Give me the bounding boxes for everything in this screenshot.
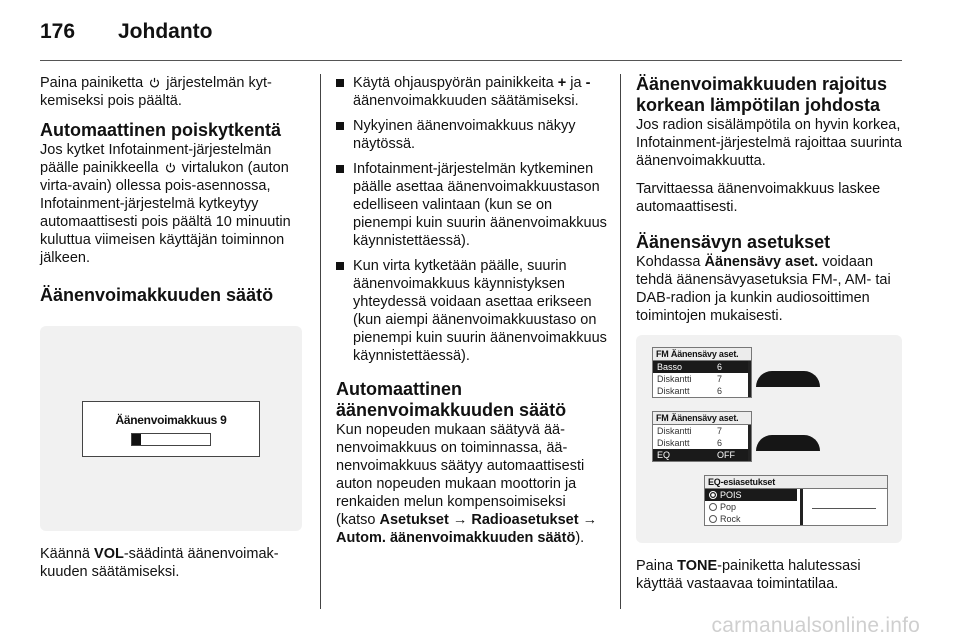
panel-title: FM Äänensävy aset. (653, 348, 751, 361)
page-number: 176 (40, 20, 76, 43)
intro-paragraph: Paina painiketta järjestelmän kytkemiseksi pois päältä. (40, 75, 272, 109)
heading-tone: Äänensävyn asetukset (636, 232, 831, 252)
column-middle (336, 74, 608, 557)
volume-bar-fill (132, 434, 141, 445)
list-item: Diskantti 7 (657, 426, 723, 436)
page-title: Johdanto (118, 20, 213, 43)
radio-selected-icon (709, 491, 717, 499)
scrollbar (800, 489, 803, 525)
panel-title: FM Äänensävy aset. (653, 412, 751, 425)
turn-vol-paragraph: Käännä VOL-säädintä äänenvoimakkuuden säätämiseksi. (40, 546, 279, 580)
press-tone-paragraph: Paina TONE-painiketta halutessasi käyttää vastaavaa toimintatilaa. (636, 558, 861, 592)
eq-presets-panel (704, 475, 888, 526)
panel-title: EQ-esiasetukset (705, 476, 887, 489)
list-item: Pop (705, 501, 887, 513)
column-right (636, 74, 908, 603)
auto-volume-paragraph: Kun nopeuden mukaan säätyvä äänenvoimakkuus on toiminnassa, äänenvoimakkuus säätyy automaattisesti auton nopeuden mukaan moottorin ja renkaiden melun kompensoimiseksi (katso Asetukset → Radioasetukset → Autom. äänenvoimakkuuden säätö). (336, 422, 598, 546)
power-icon (165, 162, 176, 173)
limit-paragraph-1: Jos radion sisälämpötila on hyvin korkea, Infotainment-järjestelmä rajoittaa suurinta äänenvoimakkuutta. (636, 117, 902, 169)
list-item: Rock (705, 513, 887, 525)
list-item: Infotainment-järjestelmän kytkeminen päälle asettaa äänenvoimakkuustason edelliseen valintaan (kun se on pienempi kuin suurin äänenvoimakkuus käynnistettäessä). (336, 160, 608, 250)
list-item: Nykyinen äänenvoimakkuus näkyy näytössä. (336, 117, 608, 153)
radio-icon (709, 503, 717, 511)
auto-off-paragraph: Jos kytket Infotainment-järjestelmän päälle painikkeella virtalukon (auton virta-avain) ollessa pois-asennossa, Infotainment-järjestelmä kytkeytyy automaattisesti pois päältä 10 minuutin kuluttua viimeisen käyttäjän toiminnon jälkeen. (40, 142, 291, 266)
tone-settings-panel (652, 347, 752, 398)
bullet-icon (336, 262, 344, 270)
list-item: Diskantt 6 (657, 386, 723, 396)
watermark: carmanualsonline.info (711, 614, 920, 637)
bullet-icon (336, 122, 344, 130)
limit-paragraph-2: Tarvittaessa äänenvoimakkuus laskee automaattisesti. (636, 181, 881, 215)
list-item: Käytä ohjauspyörän painikkeita + ja - äänenvoimakkuuden säätämiseksi. (336, 74, 608, 110)
column-divider (320, 74, 321, 609)
radio-icon (709, 515, 717, 523)
list-item: Diskantt 6 (657, 438, 723, 448)
volume-display (82, 401, 260, 457)
list-item: EQ OFF (653, 449, 751, 461)
heading-volume: Äänenvoimakkuuden säätö (40, 285, 274, 305)
eq-preset-line (812, 508, 876, 509)
bullet-icon (336, 165, 344, 173)
page-header (40, 20, 213, 50)
power-icon (149, 77, 160, 88)
bullet-icon (336, 79, 344, 87)
list-item: Basso 6 (653, 361, 751, 373)
tone-paragraph: Kohdassa Äänensävy aset. voidaan tehdä äänensävyasetuksia FM-, AM- tai DAB-radion ja kunkin audiosoittimen toimintojen mukaisesti. (636, 254, 891, 324)
bullet-list (336, 74, 608, 365)
tone-curve (756, 371, 820, 387)
list-item: POIS (705, 489, 797, 501)
list-item: Kun virta kytketään päälle, suurin äänenvoimakkuus käynnistyksen yhteydessä voidaan asettaa erikseen (kun aiempi äänenvoimakkuustaso on pienempi kuin suurin äänenvoimakkuus käynnistettäessä). (336, 257, 608, 365)
scrollbar (748, 361, 751, 397)
tone-settings-panel (652, 411, 752, 462)
column-left (40, 74, 304, 591)
heading-volume-limit: Äänenvoimakkuuden rajoitus korkean lämpötilan johdosta (636, 74, 888, 115)
tone-figure (636, 335, 902, 543)
volume-label: Äänenvoimakkuus 9 (115, 413, 227, 427)
scrollbar (748, 425, 751, 461)
list-item: Diskantti 7 (657, 374, 723, 384)
header-rule (40, 60, 902, 61)
volume-figure (40, 326, 302, 531)
column-divider (620, 74, 621, 609)
heading-auto-off: Automaattinen poiskytkentä (40, 120, 282, 140)
tone-curve (756, 435, 820, 451)
volume-bar (131, 433, 211, 446)
heading-auto-volume: Automaattinen äänenvoimakkuuden säätö (336, 379, 567, 420)
